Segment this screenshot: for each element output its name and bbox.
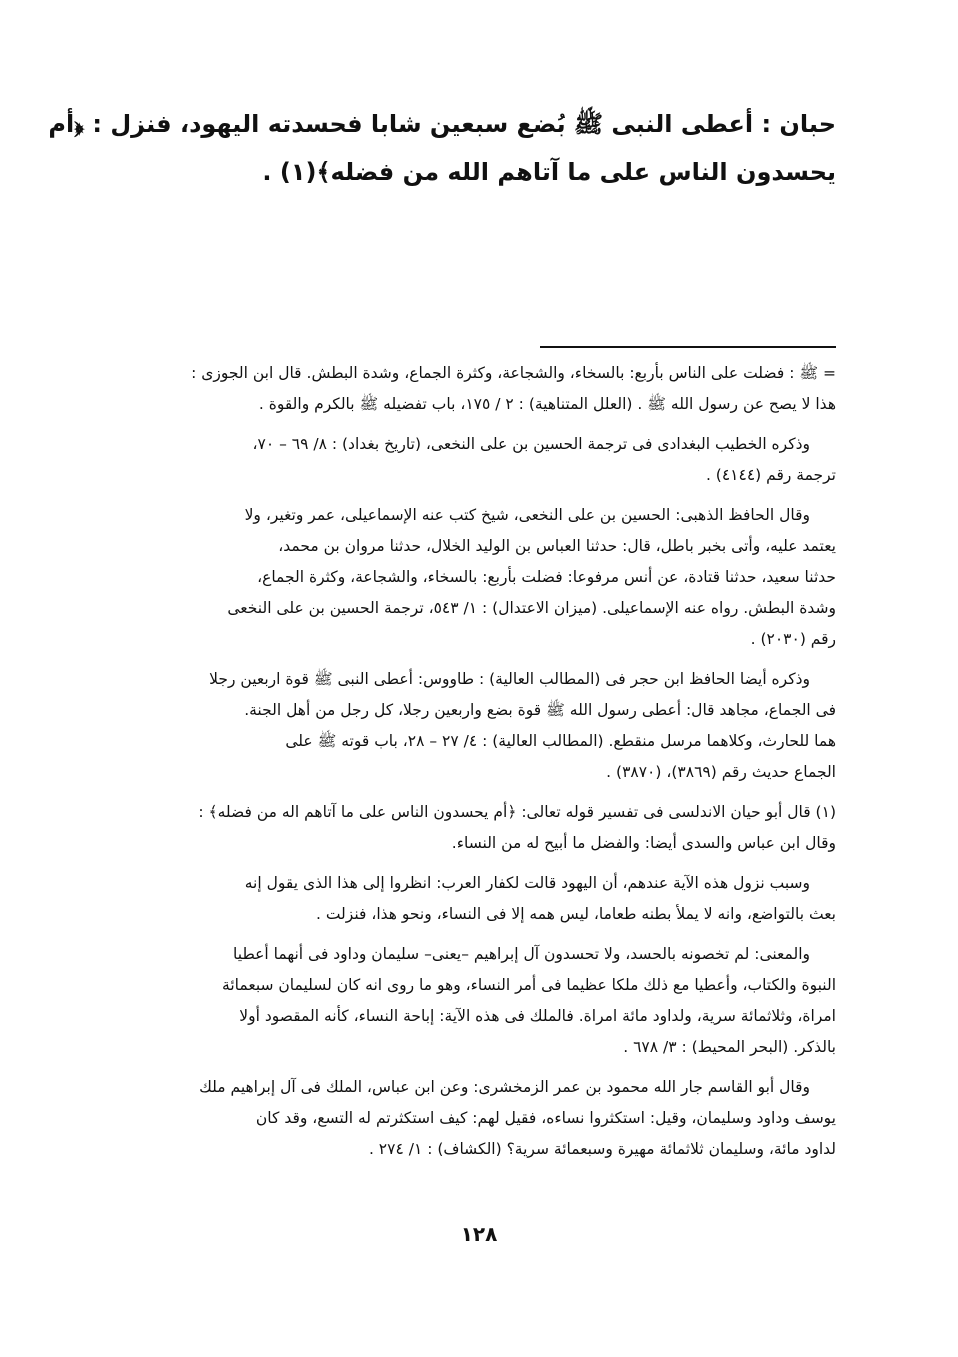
footnote-paragraph [118, 797, 836, 859]
footnote-line: وذكره أيضا الحافظ ابن حجر فى (المطالب العالية) : طاووس: أعطى النبى ﷺ قوة اربعين رجلا [209, 670, 810, 688]
footnote-line: والمعنى: لم تخصونه بالحسد، ولا تحسدون آل إبراهيم –يعنى– سليمان وداود فى أنهما أعطيا [233, 945, 810, 963]
footnote-line: وقال ابن عباس والسدى أيضا: والفضل ما أبيح له من النساء. [451, 834, 836, 852]
footnote-line: يعتمد عليه، وأتى بخبر باطل، قال: حدثنا العباس بن الوليد الخلال، حدثنا مروان بن محمد، [278, 537, 836, 555]
footnote-separator [540, 346, 836, 348]
footnote-line: لداود مائة، وسليمان ثلاثمائة مهيرة وسبعمائة سرية؟ (الكشاف) : ١/ ٢٧٤ . [368, 1140, 836, 1158]
footnote-paragraph [118, 500, 836, 655]
main-text-line: يحسدون الناس على ما آتاهم الله من فضله﴾(١) . [262, 158, 836, 186]
page-number: ١٢٨ [460, 1222, 498, 1246]
footnote-line: فى الجماع، مجاهد قال: أعطى رسول الله ﷺ قوة بضع واربعين رجلا، كل رجل من أهل الجنة. [244, 701, 836, 719]
footnote-paragraph [118, 939, 836, 1063]
footnote-paragraph [118, 429, 836, 491]
footnotes [118, 358, 836, 1174]
footnote-paragraph [118, 868, 836, 930]
footnote-line: يوسف وداود وسليمان، وقيل: استكثروا نساءه، فقيل لهم: كيف استكثرتم له التسع، وقد كان [255, 1109, 836, 1127]
footnote-line: بالذكر. (البحر المحيط) : ٣/ ٦٧٨ . [623, 1038, 836, 1056]
main-text [48, 100, 836, 196]
footnote-line: هذا لا يصح عن رسول الله ﷺ . (العلل المتناهية) : ٢ / ١٧٥، باب تفضيله ﷺ بالكرم والقوة . [258, 395, 836, 413]
footnote-line: حدثنا سعيد، حدثنا قتادة، عن أنس مرفوعا: فضلت بأربع: بالسخاء، والشجاعة، وكثرة الجماع، [257, 568, 836, 586]
footnote-line: النبوة والكتاب، وأعطيا مع ذلك ملكا عظيما فى أمر النساء، وهو ما روى انه كان لسليمان سبعمائة [222, 976, 836, 994]
footnote-paragraph [118, 664, 836, 788]
footnote-line: وذكره الخطيب البغدادى فى ترجمة الحسين بن على النخعى، (تاريخ بغداد) : ٨/ ٦٩ – ٧٠، [252, 435, 810, 453]
footnote-line: وسبب نزول هذه الآية عندهم، أن اليهود قالت لكفار العرب: انظروا إلى هذا الذى يقول إنه [244, 874, 810, 892]
footnote-paragraph [118, 1072, 836, 1165]
footnote-paragraph [118, 358, 836, 420]
footnote-line: وشدة البطش. رواه عنه الإسماعيلى. (ميزان الاعتدال) : ١/ ٥٤٣، ترجمة الحسين بن على النخعى [227, 599, 836, 617]
footnote-line: رقم (٢٠٣٠) . [750, 630, 836, 648]
footnote-line: (١) قال أبو حيان الاندلسى فى تفسير قوله تعالى: ﴿أم يحسدون الناس على ما آتاهم اله من فضله﴾ : [198, 803, 836, 821]
footnote-line: بعث بالتواضع، وانه لا يملأ بطنه طعاما، ليس همه إلا فى النساء، ونحو هذا، فنزلت . [315, 905, 836, 923]
footnote-line: امراة، وثلاثمائة سرية، ولداود مائة امراة. فالملك فى هذه الآية: إباحة النساء، كأنه المقصود أولا [239, 1007, 836, 1025]
footnote-line: ترجمة رقم (٤١٤٤) . [705, 466, 836, 484]
footnote-line: وقال أبو القاسم جار الله محمود بن عمر الزمخشرى: وعن ابن عباس، الملك فى آل إبراهيم ملك [199, 1078, 810, 1096]
footnote-line: = ﷺ : فضلت على الناس بأربع: بالسخاء، والشجاعة، وكثرة الجماع، وشدة البطش. قال ابن الجوزى : [191, 364, 836, 382]
footnote-line: هما للحارث، وكلاهما مرسل منقطع. (المطالب العالية) : ٤/ ٢٧ – ٢٨، باب قوته ﷺ على [285, 732, 836, 750]
main-text-line: حبان : أعطى النبى ﷺ بُضع سبعين شابا فحسدته اليهود، فنزل : ﴿أم [48, 110, 836, 138]
footnote-line: الجماع حديث رقم (٣٨٦٩)، (٣٨٧٠) . [606, 763, 836, 781]
footnote-line: وقال الحافظ الذهبى: الحسين بن على النخعى، شيخ كتب عنه الإسماعيلى، عمر وتغير، ولا [244, 506, 810, 524]
